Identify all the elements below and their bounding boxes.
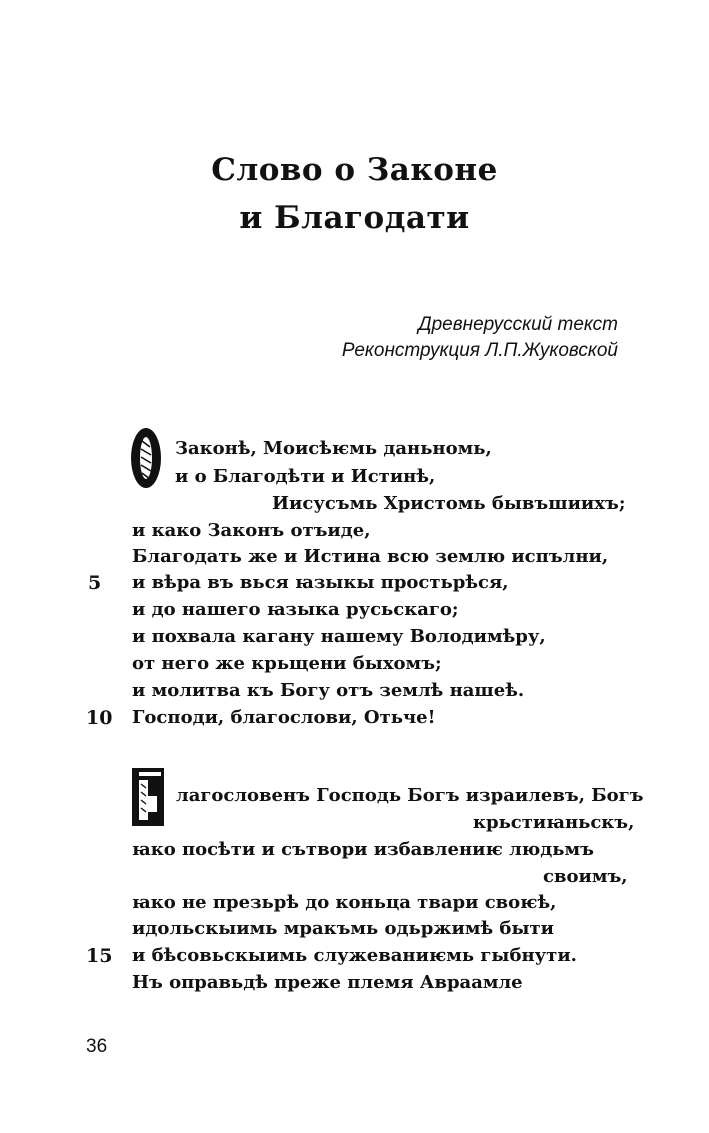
verse-line: и до нашего ꙗзыка русьскаго; [132,599,459,620]
verse-line: и како Законъ отъиде, [132,520,371,541]
verse-line: ꙗко не презьрѣ до коньца твари своѥѣ, [132,892,557,913]
verse-line: от него же крьщени быхомъ; [132,653,442,674]
verse-line: своимъ, [543,866,628,887]
page-title-line1: Слово о Законе [211,152,498,188]
dropcap-b [130,766,166,832]
verse-line: Законѣ, Моисѣѥмь даньномь, [175,438,492,459]
subtitle-source: Древнерусский текст [418,314,618,335]
verse-line: крьстиꙗньскъ, [473,812,635,833]
verse-line: Господи, благослови, Отьче! [132,707,436,728]
verse-line: Благодать же и Истина всю землю испълни, [132,546,609,567]
subtitle-reconstruction: Реконструкция Л.П.Жуковской [341,340,618,361]
ornamental-b-letter [130,766,166,828]
verse-line: и бѣсовьскыимь служеваниѥмь гыбнути. [132,945,577,966]
verse-line: Иисусъмь Христомь бывъшиихъ; [272,493,626,514]
dropcap-o [128,425,164,495]
page-title-line2: и Благодати [239,200,470,236]
verse-line: идольскыимь мракъмь одьржимѣ быти [132,918,554,939]
verse-line: ꙗко посѣти и сътвори избавлениѥ людьмъ [132,839,594,860]
ornamental-o-letter [128,425,164,491]
line-number-5: 5 [88,572,102,594]
verse-line: и о Благодѣти и Истинѣ, [175,466,436,487]
verse-line: и вѣра въ вься ꙗзыкы простьрѣся, [132,572,509,593]
line-number-15: 15 [86,945,113,967]
line-number-10: 10 [86,707,113,729]
verse-line: Нъ оправьдѣ преже племя Авраамле [132,972,523,993]
page-number: 36 [86,1036,108,1057]
verse-line: и молитва къ Богу отъ землѣ нашеѣ. [132,680,525,701]
verse-line: и похвала кагану нашему Володимѣру, [132,626,546,647]
verse-line: лагословенъ Господь Богъ израилевъ, Богъ [176,785,644,806]
